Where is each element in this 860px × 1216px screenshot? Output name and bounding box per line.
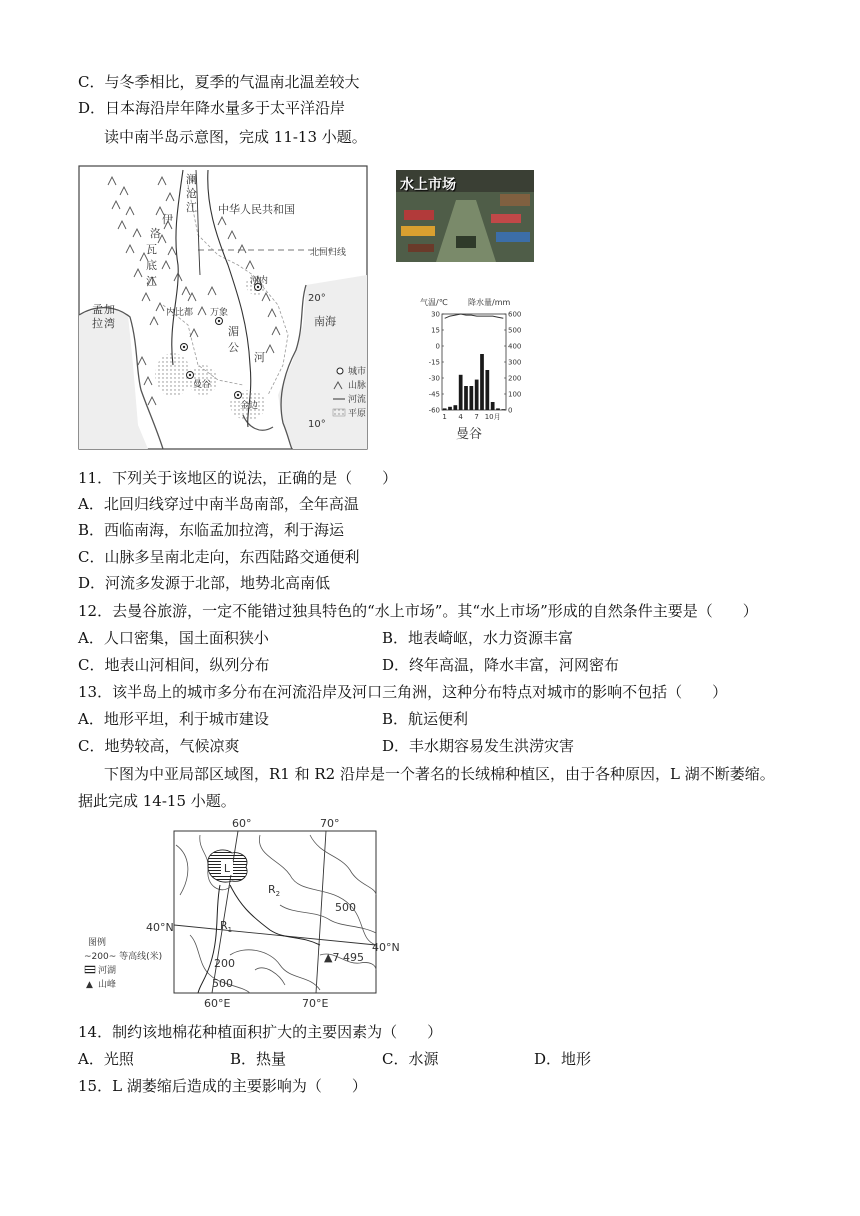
precip-bar	[501, 409, 505, 410]
lake-label: L	[223, 862, 231, 875]
q13-option-c: C．地势较高，气候凉爽	[78, 737, 240, 755]
q11-option-b: B．西临南海，东临孟加拉湾，利于海运	[78, 521, 345, 539]
x-tick-label: 10月	[484, 413, 501, 421]
legend-lake-icon	[85, 966, 95, 973]
legend-title: 图例	[88, 938, 107, 948]
legend-city: 城市	[348, 367, 367, 377]
intro-14-15-line1: 下图为中亚局部区域图，R1 和 R2 沿岸是一个著名的长绒棉种植区，由于各种原因，L 湖不断萎缩。	[104, 765, 775, 783]
right-tick-label: 200	[508, 374, 522, 383]
x-tick-label: 1	[442, 413, 447, 421]
precip-bar	[480, 354, 484, 410]
q11-option-a: A．北回归线穿过中南半岛南部，全年高温	[78, 495, 359, 513]
label-naypyidaw: 内比都	[166, 308, 194, 318]
label-bottom-70e: 70°E	[302, 997, 329, 1010]
label-irrawaddy-5: 江	[146, 275, 157, 288]
q15-stem: 15．L 湖萎缩后造成的主要影响为（ ）	[78, 1077, 367, 1095]
right-tick-label: 400	[508, 342, 522, 351]
label-lat10: 10°	[308, 419, 326, 430]
label-left-40n: 40°N	[146, 921, 174, 934]
q14-option-d: D．地形	[534, 1050, 592, 1068]
label-bottom-60e: 60°E	[204, 997, 231, 1010]
right-tick-label: 600	[508, 310, 522, 319]
legend-mountain: 山脉	[348, 381, 367, 391]
label-lancang-1: 澜	[186, 173, 197, 186]
precip-bar	[443, 408, 447, 410]
label-irrawaddy-3: 瓦	[146, 243, 157, 256]
precip-bar	[475, 380, 479, 410]
q12-option-a: A．人口密集，国土面积狭小	[78, 629, 269, 647]
legend-contour: ~200~ 等高线(米)	[84, 952, 163, 962]
label-irrawaddy-4: 底	[146, 259, 157, 272]
label-phnompenh: 金边	[240, 401, 259, 411]
label-mekong-1: 湄	[228, 325, 239, 338]
label-hanoi: 河内	[250, 276, 269, 286]
temperature-line	[445, 314, 504, 318]
left-tick-label: 15	[431, 326, 440, 335]
left-tick-label: -45	[428, 390, 440, 399]
left-tick-label: -15	[428, 358, 440, 367]
intro-14-15-line2: 据此完成 14-15 小题。	[78, 792, 236, 810]
x-tick-label: 4	[458, 413, 463, 421]
label-r2: $R_2$	[268, 883, 281, 898]
q12-stem: 12．去曼谷旅游，一定不能错过独具特色的“水上市场”。其“水上市场”形成的自然条件主要是（ ）	[78, 602, 758, 620]
climate-right-label: 降水量/mm	[468, 298, 511, 307]
left-tick-label: 0	[435, 342, 440, 351]
label-bengal-1: 孟	[92, 303, 103, 316]
label-top-70: 70°	[320, 817, 340, 830]
label-irrawaddy-1: 伊	[162, 213, 173, 226]
contour-500-a: 500	[335, 901, 356, 914]
label-mekong-3: 河	[254, 351, 265, 364]
q14-option-b: B．热量	[230, 1050, 287, 1068]
q13-option-d: D．丰水期容易发生洪涝灾害	[382, 737, 575, 755]
q11-option-c: C．山脉多呈南北走向，东西陆路交通便利	[78, 548, 360, 566]
label-r1: $R_1$	[220, 919, 233, 934]
precip-bar	[448, 407, 452, 410]
contour-500-b: 500	[212, 977, 233, 990]
precip-bar	[459, 375, 463, 410]
q12-option-d: D．终年高温，降水丰富，河网密布	[382, 656, 620, 674]
intro-11-13: 读中南半岛示意图，完成 11-13 小题。	[104, 128, 367, 146]
q14-option-a: A．光照	[78, 1050, 134, 1068]
q14-stem: 14．制约该地棉花种植面积扩大的主要因素为（ ）	[78, 1023, 443, 1041]
legend-lake: 河湖	[98, 966, 117, 976]
climate-city: 曼谷	[456, 427, 483, 442]
prev-option-d: D．日本海沿岸年降水量多于太平洋沿岸	[78, 99, 346, 117]
central-asia-map	[80, 815, 410, 1015]
x-tick-label: 7	[474, 413, 479, 421]
label-bangkok: 曼谷	[193, 380, 212, 390]
right-tick-label: 0	[508, 406, 513, 415]
label-lat20: 20°	[308, 293, 326, 304]
label-mekong-2: 公	[228, 341, 239, 354]
left-tick-label: -60	[428, 406, 440, 415]
label-china: 中华人民共和国	[218, 203, 295, 216]
left-tick-label: 30	[431, 310, 440, 319]
label-top-60: 60°	[232, 817, 252, 830]
label-vientiane: 万象	[210, 308, 229, 318]
peak-label: ▲7 495	[324, 951, 364, 964]
q12-option-b: B．地表崎岖，水力资源丰富	[382, 629, 574, 647]
water-market-photo	[396, 170, 534, 262]
photo-title: 水上市场	[400, 177, 456, 193]
indochina-map	[78, 165, 368, 450]
q11-option-d: D．河流多发源于北部，地势北高南低	[78, 574, 331, 592]
q11-stem: 11．下列关于该地区的说法，正确的是（ ）	[78, 469, 398, 487]
right-tick-label: 300	[508, 358, 522, 367]
label-right-40n: 40°N	[372, 941, 400, 954]
legend-plain: 平原	[348, 409, 367, 419]
precip-bar	[469, 386, 473, 410]
label-south-china-sea: 南海	[314, 315, 336, 328]
q13-option-a: A．地形平坦，利于城市建设	[78, 710, 269, 728]
climate-left-label: 气温/℃	[420, 298, 448, 307]
label-bengal-3: 拉	[92, 317, 103, 330]
label-lancang-2: 沧	[186, 187, 197, 200]
bangkok-climate-chart	[420, 296, 532, 446]
legend-peak-icon: ▲	[86, 980, 93, 990]
precip-bar	[496, 408, 500, 410]
precip-bar	[485, 370, 489, 410]
precip-bar	[453, 405, 457, 410]
contour-200: 200	[214, 957, 235, 970]
prev-option-c: C．与冬季相比，夏季的气温南北温差较大	[78, 73, 360, 91]
q12-option-c: C．地表山河相间，纵列分布	[78, 656, 270, 674]
label-irrawaddy-2: 洛	[150, 227, 161, 240]
q13-stem: 13．该半岛上的城市多分布在河流沿岸及河口三角洲，这种分布特点对城市的影响不包括（ ）	[78, 683, 728, 701]
legend-river: 河流	[348, 395, 367, 405]
label-lancang-3: 江	[186, 201, 197, 214]
q13-option-b: B．航运便利	[382, 710, 469, 728]
label-bengal-2: 加	[104, 303, 115, 316]
climate-plot-frame	[442, 314, 506, 410]
label-tropic: 北回归线	[310, 248, 347, 258]
legend-peak: 山峰	[98, 980, 117, 990]
label-bengal-4: 湾	[104, 317, 115, 330]
right-tick-label: 100	[508, 390, 522, 399]
left-tick-label: -30	[428, 374, 440, 383]
precip-bar	[464, 386, 468, 410]
q14-option-c: C．水源	[382, 1050, 439, 1068]
right-tick-label: 500	[508, 326, 522, 335]
precip-bar	[491, 402, 495, 410]
